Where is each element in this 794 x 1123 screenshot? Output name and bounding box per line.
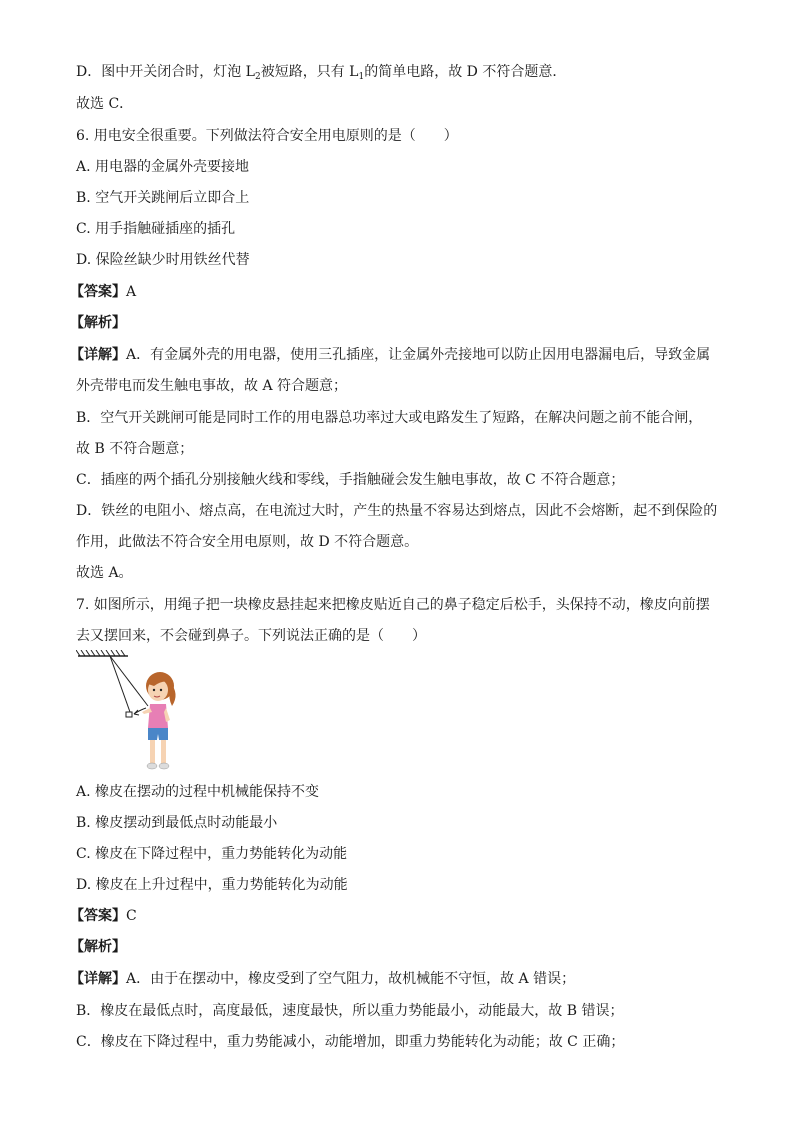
prev-explanation-d: D．图中开关闭合时，灯泡 $L_2$被短路，只有 $L_1$的简单电路，故 D 不符合题意． xyxy=(76,64,567,82)
q6-stem: 6. 用电安全很重要。下列做法符合安全用电原则的是（ ） xyxy=(76,128,458,144)
q7-answer-tag: 【答案】 xyxy=(70,908,126,924)
q6-option-b: B. 空气开关跳闸后立即合上 xyxy=(76,190,250,206)
q7-explanation-b: B．橡皮在最低点时，高度最低，速度最快，所以重力势能最小，动能最大，故 B 错误； xyxy=(76,1003,624,1019)
q6-explanation-a: 【详解】A．有金属外壳的用电器，使用三孔插座，让金属外壳接地可以防止因用电器漏电后，导致金属 xyxy=(70,347,711,363)
q6-explanation-d-cont: 作用，此做法不符合安全用电原则，故 D 不符合题意。 xyxy=(76,534,419,550)
q6-analysis-tag: 【解析】 xyxy=(70,315,126,331)
q7-option-b: B. 橡皮摆动到最低点时动能最小 xyxy=(76,815,278,831)
q6-option-c: C. 用手指触碰插座的插孔 xyxy=(76,221,236,237)
pendulum-girl-illustration xyxy=(76,650,188,772)
q6-explanation-d: D．铁丝的电阻小、熔点高，在电流过大时，产生的热量不容易达到熔点，因此不会熔断，起不到保险的 xyxy=(76,503,718,519)
q7-explanation-a: 【详解】A．由于在摆动中，橡皮受到了空气阻力，故机械能不守恒，故 A 错误； xyxy=(70,971,576,987)
q6-explanation-b-cont: 故 B 不符合题意； xyxy=(76,441,194,457)
q7-answer xyxy=(70,906,137,926)
q7-option-d: D. 橡皮在上升过程中，重力势能转化为动能 xyxy=(76,877,348,893)
q6-explanation-c: C．插座的两个插孔分别接触火线和零线，手指触碰会发生触电事故，故 C 不符合题意； xyxy=(76,472,625,488)
q6-conclusion: 故选 A。 xyxy=(76,565,133,581)
q7-detail-tag: 【详解】 xyxy=(70,971,126,987)
q7-explanation-c: C．橡皮在下降过程中，重力势能减小，动能增加，即重力势能转化为动能；故 C 正确； xyxy=(76,1034,625,1050)
q7-option-a: A. 橡皮在摆动的过程中机械能保持不变 xyxy=(76,784,320,800)
q7-analysis-tag: 【解析】 xyxy=(70,939,126,955)
q7-stem-line-1: 7. 如图所示，用绳子把一块橡皮悬挂起来把橡皮贴近自己的鼻子稳定后松手，头保持不动，橡皮向前摆 xyxy=(76,597,710,613)
q6-explanation-a-cont: 外壳带电而发生触电事故，故 A 符合题意； xyxy=(76,378,348,394)
q6-option-d: D. 保险丝缺少时用铁丝代替 xyxy=(76,252,250,268)
q7-stem-line-2: 去又摆回来，不会碰到鼻子。下列说法正确的是（ ） xyxy=(76,628,426,644)
prev-conclusion: 故选 C． xyxy=(76,96,134,112)
q6-detail-tag: 【详解】 xyxy=(70,347,126,363)
q6-answer-value: A xyxy=(126,284,137,300)
q6-explanation-b: B．空气开关跳闸可能是同时工作的用电器总功率过大或电路发生了短路，在解决问题之前不能合闸， xyxy=(76,410,703,426)
q6-option-a: A. 用电器的金属外壳要接地 xyxy=(76,159,250,175)
q7-answer-value: C xyxy=(126,908,137,924)
q6-answer-tag: 【答案】 xyxy=(70,284,126,300)
q6-answer xyxy=(70,282,136,302)
q7-option-c: C. 橡皮在下降过程中，重力势能转化为动能 xyxy=(76,846,348,862)
